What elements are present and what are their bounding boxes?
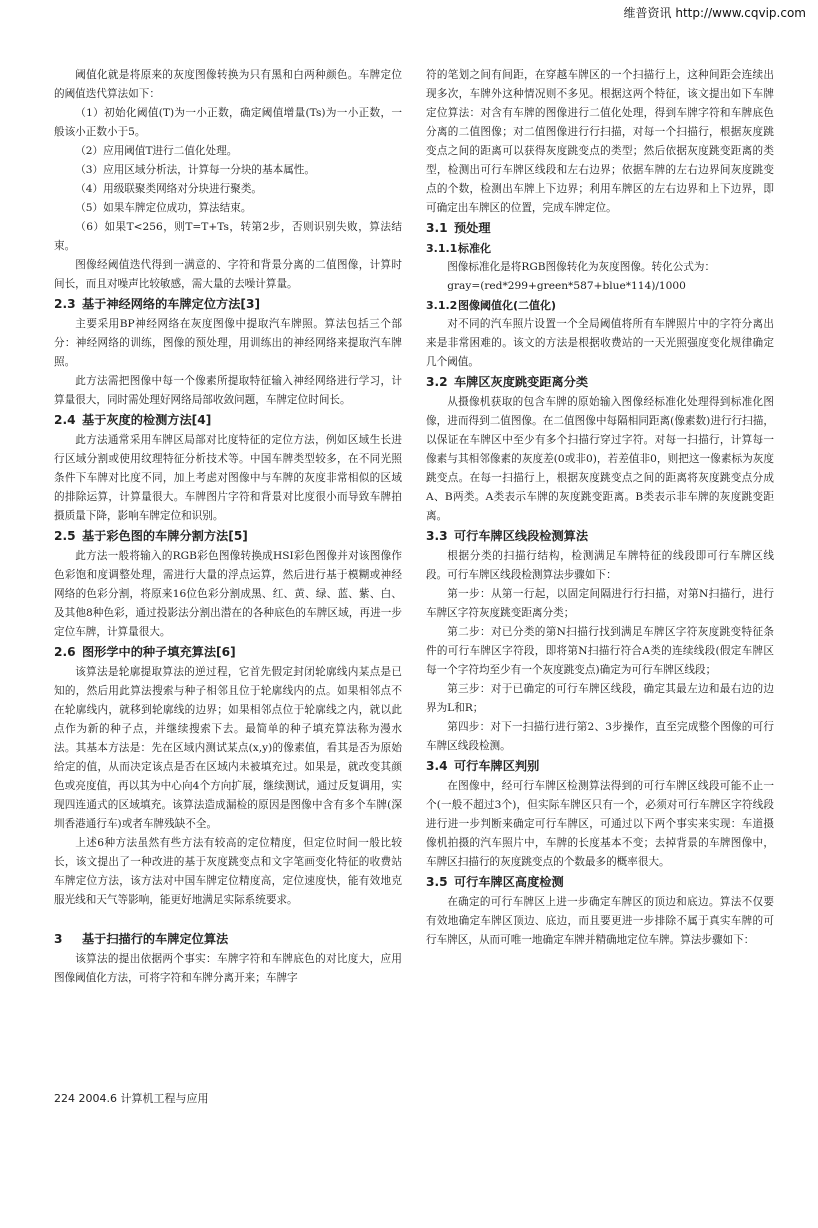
step-item: （1）初始化阈值(T)为一小正数，确定阈值增量(Ts)为一小正数，一般该小正数小于5。 xyxy=(54,107,402,138)
watermark: 维普资讯 http://www.cqvip.com xyxy=(623,6,806,20)
page-footer: 224 2004.6 计算机工程与应用 xyxy=(54,1092,209,1105)
section-heading xyxy=(54,410,402,431)
section-title: 图形学中的种子填充算法[6] xyxy=(82,645,236,659)
paragraph: 该算法的提出依据两个事实：车牌字符和车牌底色的对比度大，应用图像阈值化方法，可将字符和车牌分离开来；车牌字 xyxy=(54,953,402,984)
step-item: （2）应用阈值T进行二值化处理。 xyxy=(75,145,238,157)
paragraph: 在确定的可行车牌区上进一步确定车牌区的顶边和底边。算法不仅要有效地确定车牌区顶边、底边，而且要更进一步排除不属于真实车牌的可行车牌区，从而可唯一地确定车牌并精确地定位车牌。算法步骤如下： xyxy=(426,896,774,946)
section-title: 可行车牌区线段检测算法 xyxy=(454,529,589,543)
subsection-heading xyxy=(426,296,774,315)
step-item: 第三步：对于已确定的可行车牌区线段，确定其最左边和最右边的边界为L和R； xyxy=(426,683,774,714)
section-number: 2.6 xyxy=(54,645,76,659)
section-title: 基于扫描行的车牌定位算法 xyxy=(82,932,229,946)
section-heading xyxy=(426,526,774,547)
section-heading xyxy=(426,372,774,393)
section-heading xyxy=(426,872,774,893)
paragraph: 此方法通常采用车牌区局部对比度特征的定位方法，例如区域生长进行区域分割或使用纹理特征分析技术等。中国车牌类型较多，在不同光照条件下车牌对比度不同，加上考虑对图像中与车牌的灰度非常相似的区域的排除运算，计算量很大。车牌图片字符和背景对比度很小而导致车牌拍摄质量下降，影响车牌定位和识别。 xyxy=(54,434,402,522)
step-item: 第四步：对下一扫描行进行第2、3步操作，直至完成整个图像的可行车牌区线段检测。 xyxy=(426,721,774,752)
step-item: 第二步：对已分类的第N扫描行找到满足车牌区字符灰度跳变特征条件的可行车牌区字符段，即将第N扫描行符合A类的连续线段(假定车牌区每一个字符均至少有一个灰度跳变点)确定为可行车牌区线段； xyxy=(426,626,774,676)
paragraph: 阈值化就是将原来的灰度图像转换为只有黑和白两种颜色。车牌定位的阈值迭代算法如下： xyxy=(54,69,402,100)
paragraph: 符的笔划之间有间距，在穿越车牌区的一个扫描行上，这种间距会连续出现多次，车牌外这种情况则不多见。根据这两个特征，该文提出如下车牌定位算法：对含有车牌的图像进行二值化处理，得到车牌字符和车牌底色分离的二值图像；对二值图像进行行扫描，对每一个扫描行，根据灰度跳变点之间的距离可以获得灰度跳变点的类型；然后依据灰度跳变距离的类型，检测出可行车牌区线段和左右边界；依据车牌的左右边界间灰度跳变点的个数，检测出车牌上下边界；利用车牌区的左右边界和上下边界，即可确定出车牌区的位置，完成车牌定位。 xyxy=(426,69,774,214)
section-heading xyxy=(426,756,774,777)
section-number: 3 xyxy=(54,932,63,946)
left-column xyxy=(54,66,402,988)
step-item: （3）应用区域分析法，计算每一分块的基本属性。 xyxy=(75,164,315,176)
paragraph: 图像标准化是将RGB图像转化为灰度图像。转化公式为： xyxy=(447,261,716,273)
section-number: 3.2 xyxy=(426,375,448,389)
section-title: 基于神经网络的车牌定位方法[3] xyxy=(82,297,261,311)
section-heading xyxy=(54,294,402,315)
step-item: （5）如果车牌定位成功，算法结束。 xyxy=(75,202,252,214)
paragraph: 此方法一般将输入的RGB彩色图像转换成HSI彩色图像并对该图像作色彩饱和度调整处理，需进行大量的浮点运算，然后进行基于模糊或神经网络的色彩分割，将原来16位色彩分割成黑、红、黄、绿、蓝、紫、白、及其他8种色彩，通过投影法分割出潜在的各种底色的车牌区域，再进一步定位车牌，计算量很大。 xyxy=(54,550,402,638)
section-title: 预处理 xyxy=(454,221,491,235)
section-number: 3.4 xyxy=(426,759,448,773)
section-number: 2.3 xyxy=(54,297,76,311)
section-number: 3.5 xyxy=(426,875,448,889)
step-item: （4）用级联聚类网络对分块进行聚类。 xyxy=(75,183,263,195)
paragraph: 根据分类的扫描行结构，检测满足车牌特征的线段即可行车牌区线段。可行车牌区线段检测算法步骤如下： xyxy=(426,550,774,581)
section-number: 2.4 xyxy=(54,413,76,427)
paragraph: 此方法需把图像中每一个像素所提取特征输入神经网络进行学习，计算量很大，同时需处理好网络局部收敛问题，车牌定位时间长。 xyxy=(54,375,402,406)
paragraph: 图像经阈值迭代得到一满意的、字符和背景分离的二值图像，计算时间长，而且对噪声比较敏感，需大量的去噪计算量。 xyxy=(54,259,402,290)
section-number: 3.1 xyxy=(426,221,448,235)
section-title: 可行车牌区高度检测 xyxy=(454,875,564,889)
subsection-heading xyxy=(426,239,774,258)
paragraph: 在图像中，经可行车牌区检测算法得到的可行车牌区线段可能不止一个(一般不超过3个)，但实际车牌区只有一个，必须对可行车牌区字符线段进行进一步判断来确定可行车牌区，可通过以下两个事实来实现：车道摄像机拍摄的汽车照片中，车牌的长度基本不变；去掉背景的车牌图像中，车牌区扫描行的灰度跳变点的个数最多的概率很大。 xyxy=(426,780,774,868)
section-number: 3.3 xyxy=(426,529,448,543)
paragraph: 主要采用BP神经网络在灰度图像中提取汽车牌照。算法包括三个部分：神经网络的训练，图像的预处理，用训练出的神经网络来提取汽车牌照。 xyxy=(54,318,402,368)
right-column xyxy=(426,66,774,950)
step-item: 第一步：从第一行起，以固定间隔进行行扫描，对第N扫描行，进行车牌区字符灰度跳变距离分类； xyxy=(426,588,774,619)
subsection-title: 标准化 xyxy=(458,242,491,255)
step-item: （6）如果T<256，则T=T+Ts，转第2步，否则识别失败，算法结束。 xyxy=(54,221,402,252)
subsection-number: 3.1.2 xyxy=(426,299,458,312)
section-title: 车牌区灰度跳变距离分类 xyxy=(454,375,589,389)
formula: gray=(red*299+green*587+blue*114)/1000 xyxy=(447,280,686,292)
section-heading xyxy=(54,642,402,663)
section-heading xyxy=(54,929,402,950)
paragraph: 对不同的汽车照片设置一个全局阈值将所有车牌照片中的字符分离出来是非常困难的。该文的方法是根据收费站的一天光照强度变化规律确定几个阈值。 xyxy=(426,318,774,368)
section-heading xyxy=(54,526,402,547)
section-heading xyxy=(426,218,774,239)
subsection-number: 3.1.1 xyxy=(426,242,458,255)
section-title: 基于灰度的检测方法[4] xyxy=(82,413,212,427)
subsection-title: 图像阈值化(二值化) xyxy=(458,299,557,312)
paragraph: 从摄像机获取的包含车牌的原始输入图像经标准化处理得到标准化图像，进而得到二值图像。在二值图像中每隔相同距离(像素数)进行行扫描，以保证在车牌区中至少有多个扫描行穿过字符。对每一扫描行，计算每一像素与其相邻像素的灰度差(0或非0)，若差值非0，则把这一像素标为灰度跳变点。在每一扫描行上，根据灰度跳变点之间的距离将灰度跳变点分成A、B两类。A类表示车牌的灰度跳变距离。B类表示非车牌的灰度跳变距离。 xyxy=(426,396,774,522)
paragraph: 该算法是轮廓提取算法的逆过程，它首先假定封闭轮廓线内某点是已知的，然后用此算法搜索与种子相邻且位于轮廓线内的点。如果相邻点不在轮廓线内，就移到轮廓线的边界；如果相邻点位于轮廓线之内，就以此点作为新的种子点，并继续搜索下去。最简单的种子填充算法称为漫水法。其基本方法是：先在区域内测试某点(x,y)的像素值，看其是否为原始给定的值，从而决定该点是否在区域内未被填充过。如果是，就改变其颜色或亮度值，再以其为中心向4个方向扩展，继续测试，通过反复调用，实现四连通式的区域填充。该算法造成漏检的原因是图像中含有多个车牌(深圳香港通行车)或者车牌残缺不全。 xyxy=(54,666,402,830)
paragraph: 上述6种方法虽然有些方法有较高的定位精度，但定位时间一般比较长，该文提出了一种改进的基于灰度跳变点和文字笔画变化特征的收费站车牌定位方法，该方法对中国车牌定位精度高，定位速度快，能有效地克服光线和天气等影响，能更好地满足实际系统要求。 xyxy=(54,837,402,906)
section-number: 2.5 xyxy=(54,529,76,543)
section-title: 可行车牌区判别 xyxy=(454,759,540,773)
section-title: 基于彩色图的车牌分割方法[5] xyxy=(82,529,248,543)
